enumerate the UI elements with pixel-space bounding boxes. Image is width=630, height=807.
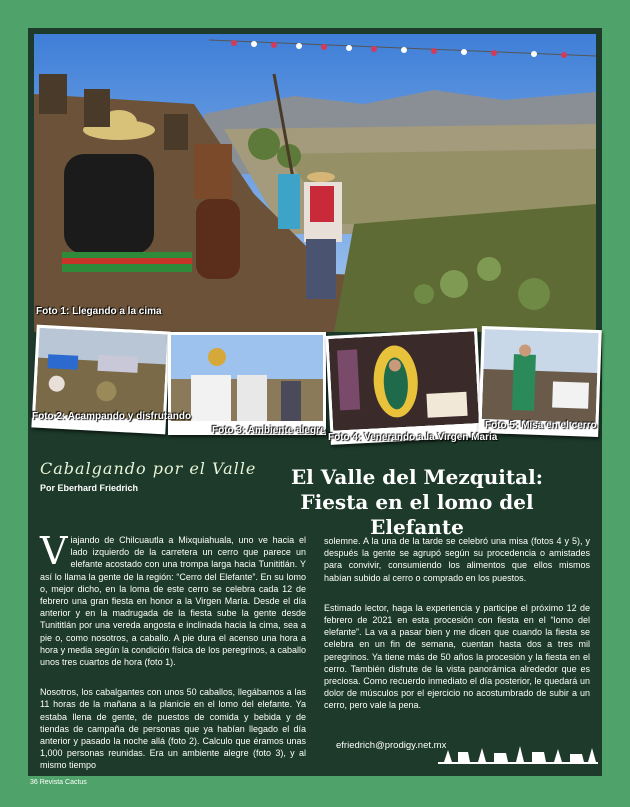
- page-footer: 36 Revista Cactus: [30, 779, 87, 786]
- drop-cap: V: [40, 529, 68, 573]
- paragraph-3: solemne. A la una de la tarde se celebró una misa (fotos 4 y 5), y después la gente se agrupó según su procedencia o amistades para convivir, consumiendo los alimentos que ellos mismos habían subido al cerro o comprado en los puestos.: [324, 536, 590, 583]
- paragraph-1: [40, 529, 306, 668]
- caption-foto-1: Foto 1: Llegando a la cima: [36, 306, 162, 317]
- procession-silhouette-icon: [438, 740, 598, 766]
- headline-line-1: El Valle del Mezquital:: [290, 465, 544, 489]
- caption-foto-2: Foto 2: Acampando y disfrutando: [32, 411, 192, 422]
- paragraph-2: Nosotros, los cabalgantes con unos 50 caballos, llegábamos a las 11 horas de la mañana a la planicie en el lomo del elefante. Ya estaba llena de gente, de puestos de comida y bebida y de tiendas de campaña de personas que ya habían llegado el día anterior y pasado la noche allá (foto 2). Calculo que éramos unas 1,000 personas reunidas. Era un ambiente alegre (foto 3), y al mismo tiempo: [40, 687, 306, 771]
- article-column-left: [40, 529, 306, 790]
- article-column-right: [324, 535, 590, 730]
- caption-foto-4: Foto 4: Venerando a la Virgen María: [328, 432, 498, 443]
- photo-4-frame: [325, 328, 482, 445]
- headline-line-2: Fiesta en el lomo del Elefante: [300, 490, 534, 539]
- author-email[interactable]: efriedrich@prodigy.net.mx: [336, 740, 447, 751]
- byline: Por Eberhard Friedrich: [40, 483, 139, 493]
- photo-3-frame: [168, 332, 326, 435]
- article-headline: [252, 465, 582, 540]
- magazine-page: [28, 28, 602, 776]
- hero-photo: [34, 34, 596, 332]
- section-title: Cabalgando por el Valle: [40, 459, 257, 478]
- paragraph-1-text: iajando de Chilcuautla a Mixquiahuala, uno ve hacia el lado izquierdo de la carretera un cerro que parece un elefante acostado con una trompa larga hacia Tunititlán. Y así lo llama la gente de la región: “Cerro del Elefante”. En su lomo o, mejor dicho, en la loma de este cerro se celebra cada 12 de febrero una gran fiesta en honor a la Virgen María. Desde el día anterior y en la madrugada de la fiesta sube la gente desde Tunititlán por una vereda angosta e inclinada hacia la cima, sea a pie o, como nosotros, a caballo. A pie dura el acenso una hora a hora y media según la condición física de los peregrinos, a caballo unos tres cuartos de hora (foto 1).: [40, 535, 306, 668]
- paragraph-4: Estimado lector, haga la experiencia y participe el próximo 12 de febrero de 2021 en esta procesión con fiesta en el “lomo del elefante”. La va a pasar bien y me dicen que cuando la fiesta se celebra en un fin de semana, cuentan hasta dos a tres mil peregrinos. Ya tiene más de 50 años la procesión y la fiesta en el cerro. También disfrute de la vista panorámica alrededor que es preciosa. Como recuerdo inmediato el día posterior, le quedará un dolor de músculos por el ejercicio no acostumbrado de subir a un cerro, pero vale la pena.: [324, 602, 590, 711]
- caption-foto-5: Foto 5: Misa en el cerro: [485, 420, 597, 431]
- caption-foto-3: Foto 3: Ambiente alegre: [212, 425, 326, 436]
